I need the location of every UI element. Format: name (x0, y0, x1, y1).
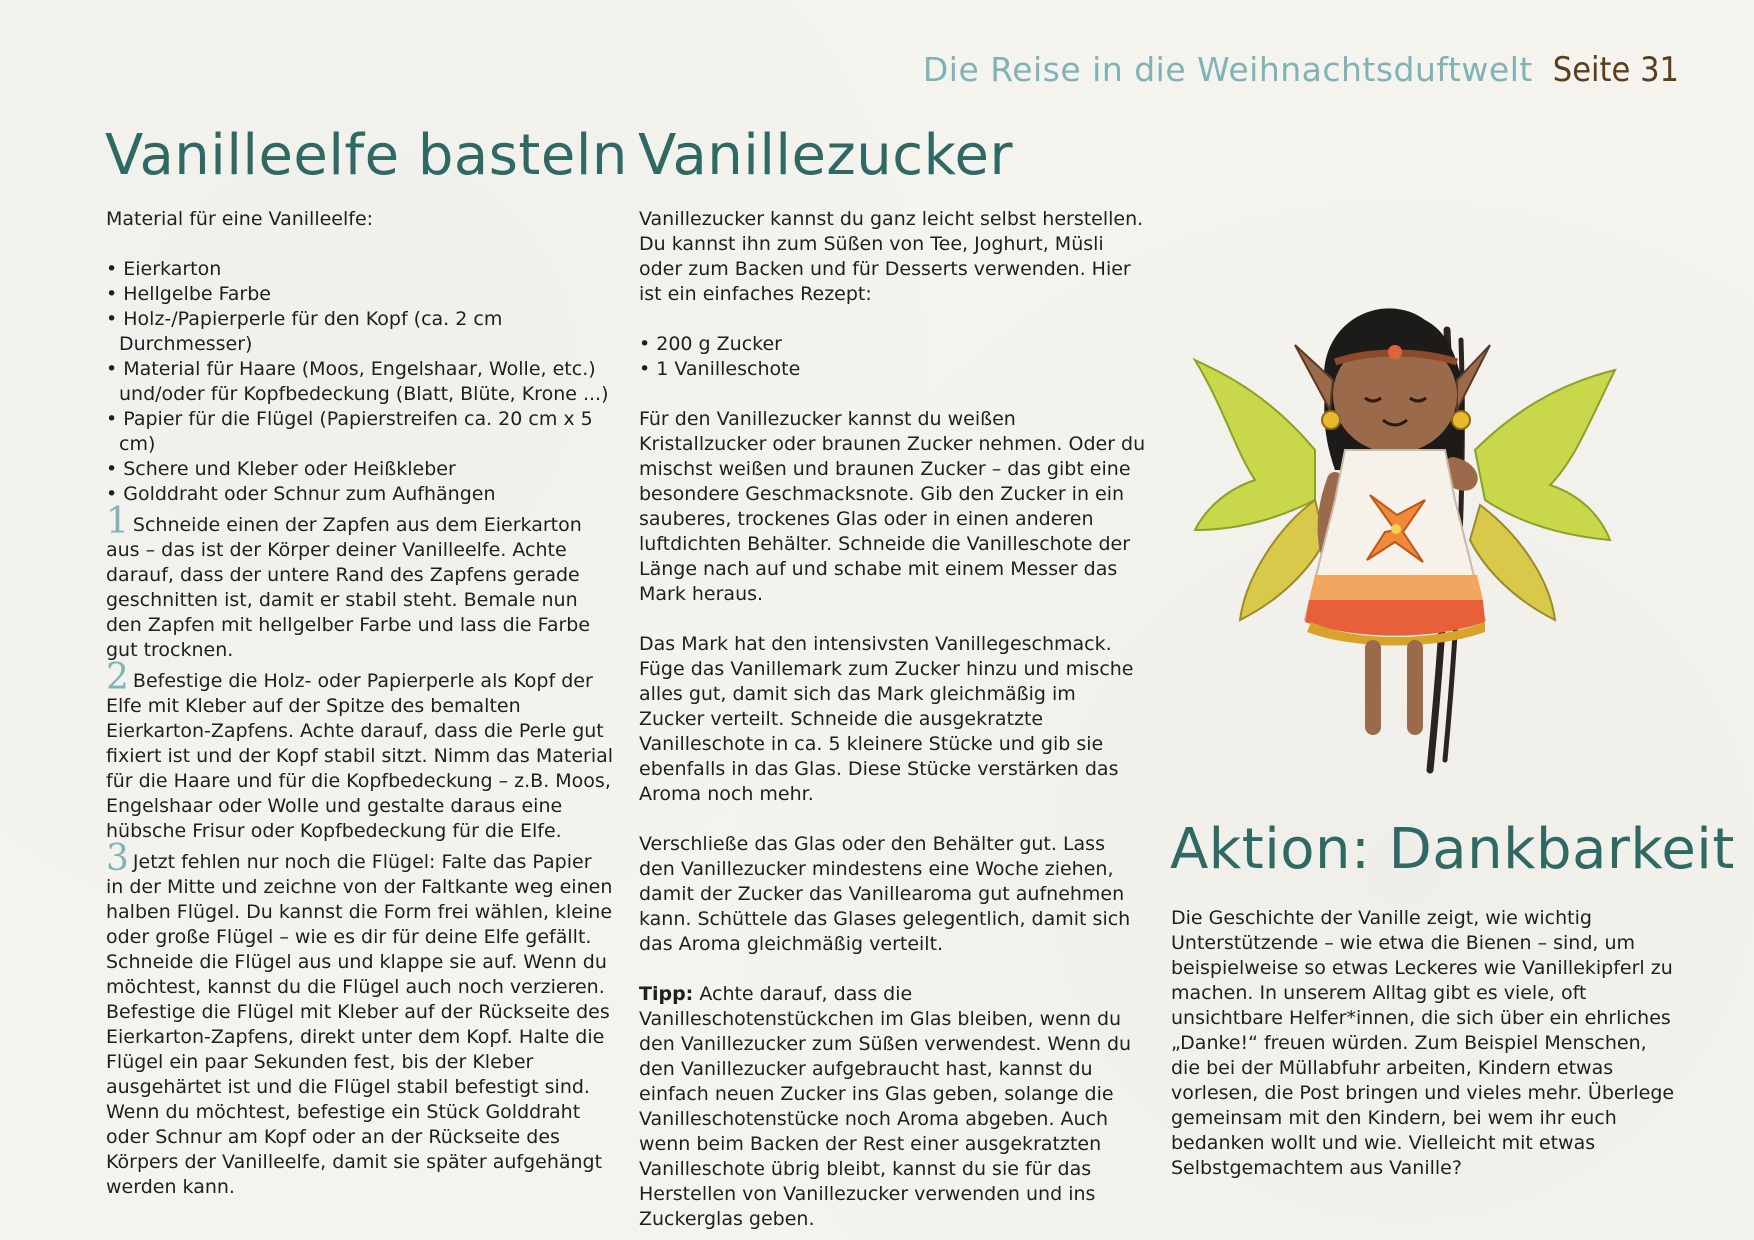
step-3 (106, 838, 614, 1200)
recipe-paragraph: Das Mark hat den intensivsten Vanillegeschmack. Füge das Vanillemark zum Zucker hinzu und mische alles gut, damit sich das Mark gleichmäßig im Zucker verteilt. Schneide die ausgekratzte Vanilleschote in ca. 5 kleinere Stücke und gib sie ebenfalls in das Glas. Diese Stücke verstärken das Aroma noch mehr. (639, 633, 1134, 805)
left-title: Vanilleelfe basteln (105, 123, 628, 188)
recipe-paragraph: Verschließe das Glas oder den Behälter gut. Lass den Vanillezucker mindestens eine Woche ziehen, damit der Zucker das Vanillearoma gut aufnehmen kann. Schüttele das Glases gelegentlich, damit sich das Aroma gleichmäßig verteilt. (639, 833, 1131, 955)
list-item: • Papier für die Flügel (Papierstreifen ca. 20 cm x 5 cm) (106, 407, 614, 457)
list-item: • Holz-/Papierperle für den Kopf (ca. 2 cm Durchmesser) (106, 307, 614, 357)
page-number: Seite 31 (1552, 50, 1679, 90)
step-number: 2 (106, 657, 129, 698)
step-text: Schneide einen der Zapfen aus dem Eierkarton aus – das ist der Körper deiner Vanilleelfe. Achte darauf, dass der untere Rand des Zapfens gerade geschnitten ist, damit er stabil steht. Bemale nun den Zapfen mit hellgelber Farbe und lass die Farbe gut trocknen. (106, 514, 591, 661)
right-title: Aktion: Dankbarkeit (1170, 817, 1735, 882)
recipe-paragraph: Für den Vanillezucker kannst du weißen Kristallzucker oder braunen Zucker nehmen. Oder du mischst weißen und braunen Zucker – das gibt eine besondere Geschmacksnote. Gib den Zucker in ein sauberes, trockenes Glas oder in einen anderen luftdichten Behälter. Schneide die Vanilleschote der Länge nach auf und schabe mit einem Messer das Mark heraus. (639, 408, 1146, 605)
tip-text: Achte darauf, dass die Vanilleschotenstückchen im Glas bleiben, wenn du den Vanillezucker zum Süßen verwendest. Wenn du den Vanillezucker aufgebraucht hast, kannst du einfach neuen Zucker ins Glas geben, solange die Vanilleschotenstücke noch Aroma abgeben. Auch wenn beim Backen der Rest einer ausgekratzten Vanilleschote übrig bleibt, kannst du sie für das Herstellen von Vanillezucker verwenden und ins Zuckerglas geben. (639, 983, 1132, 1230)
ingredient-list (639, 332, 1146, 382)
right-column (1171, 906, 1676, 1181)
step-number: 1 (106, 501, 129, 542)
list-item: • Golddraht oder Schnur zum Aufhängen (106, 482, 614, 507)
material-list (106, 257, 614, 507)
tip-paragraph (639, 982, 1146, 1232)
step-text: Befestige die Holz- oder Papierperle als Kopf der Elfe mit Kleber auf der Spitze des bemalten Eierkarton-Zapfens. Achte darauf, dass die Perle gut fixiert ist und der Kopf stabil sitzt. Nimm das Material für die Haare und für die Kopfbedeckung – z.B. Moos, Engelshaar oder Wolle und gestalte daraus eine hübsche Frisur oder Kopfbedeckung für die Elfe. (106, 670, 614, 842)
material-intro: Material für eine Vanilleelfe: (106, 208, 374, 230)
left-column (106, 207, 614, 1200)
step-2 (106, 657, 614, 844)
list-item: • Material für Haare (Moos, Engelshaar, Wolle, etc.) und/oder für Kopfbedeckung (Blatt, Blüte, Krone ...) (106, 357, 614, 407)
list-item: • 200 g Zucker (639, 332, 1146, 357)
vanilla-fairy-illustration (1185, 300, 1625, 805)
middle-title: Vanillezucker (638, 123, 1013, 188)
step-1 (106, 501, 614, 663)
step-number: 3 (106, 838, 129, 879)
list-item: • Hellgelbe Farbe (106, 282, 614, 307)
list-item: • 1 Vanilleschote (639, 357, 1146, 382)
action-paragraph: Die Geschichte der Vanille zeigt, wie wichtig Unterstützende – wie etwa die Bienen – sind, um beispielweise so etwas Leckeres wie Vanillekipferl zu machen. In unserem Alltag gibt es viele, oft unsichtbare Helfer*innen, die sich über ein ehrliches „Danke!“ freuen würden. Zum Beispiel Menschen, die bei der Müllabfuhr arbeiten, Kindern etwas vorlesen, die Post bringen und vieles mehr. Überlege gemeinsam mit den Kindern, bei wem ihr euch bedanken wollt und wie. Vielleicht mit etwas Selbstgemachtem aus Vanille? (1171, 907, 1675, 1179)
tip-label: Tipp: (639, 983, 694, 1005)
page-header (923, 50, 1679, 90)
middle-column (639, 207, 1146, 1232)
series-title: Die Reise in die Weihnachtsduftwelt (922, 50, 1533, 89)
recipe-intro: Vanillezucker kannst du ganz leicht selbst herstellen. Du kannst ihn zum Süßen von Tee, Joghurt, Müsli oder zum Backen und für Desserts verwenden. Hier ist ein einfaches Rezept: (639, 208, 1144, 305)
list-item: • Schere und Kleber oder Heißkleber (106, 457, 614, 482)
list-item: • Eierkarton (106, 257, 614, 282)
step-text: Jetzt fehlen nur noch die Flügel: Falte das Papier in der Mitte und zeichne von der Faltkante weg einen halben Flügel. Du kannst die Form frei wählen, kleine oder große Flügel – wie es dir für deine Elfe gefällt. Schneide die Flügel aus und klappe sie auf. Wenn du möchtest, kannst du die Flügel auch noch verzieren. Befestige die Flügel mit Kleber auf der Rückseite des Eierkarton-Zapfens, direkt unter dem Kopf. Halte die Flügel ein paar Sekunden fest, bis der Kleber ausgehärtet ist und die Flügel stabil befestigt sind. Wenn du möchtest, befestige ein Stück Golddraht oder Schnur am Kopf oder an der Rückseite des Körpers der Vanilleelfe, damit sie später aufgehängt werden kann. (106, 851, 613, 1198)
